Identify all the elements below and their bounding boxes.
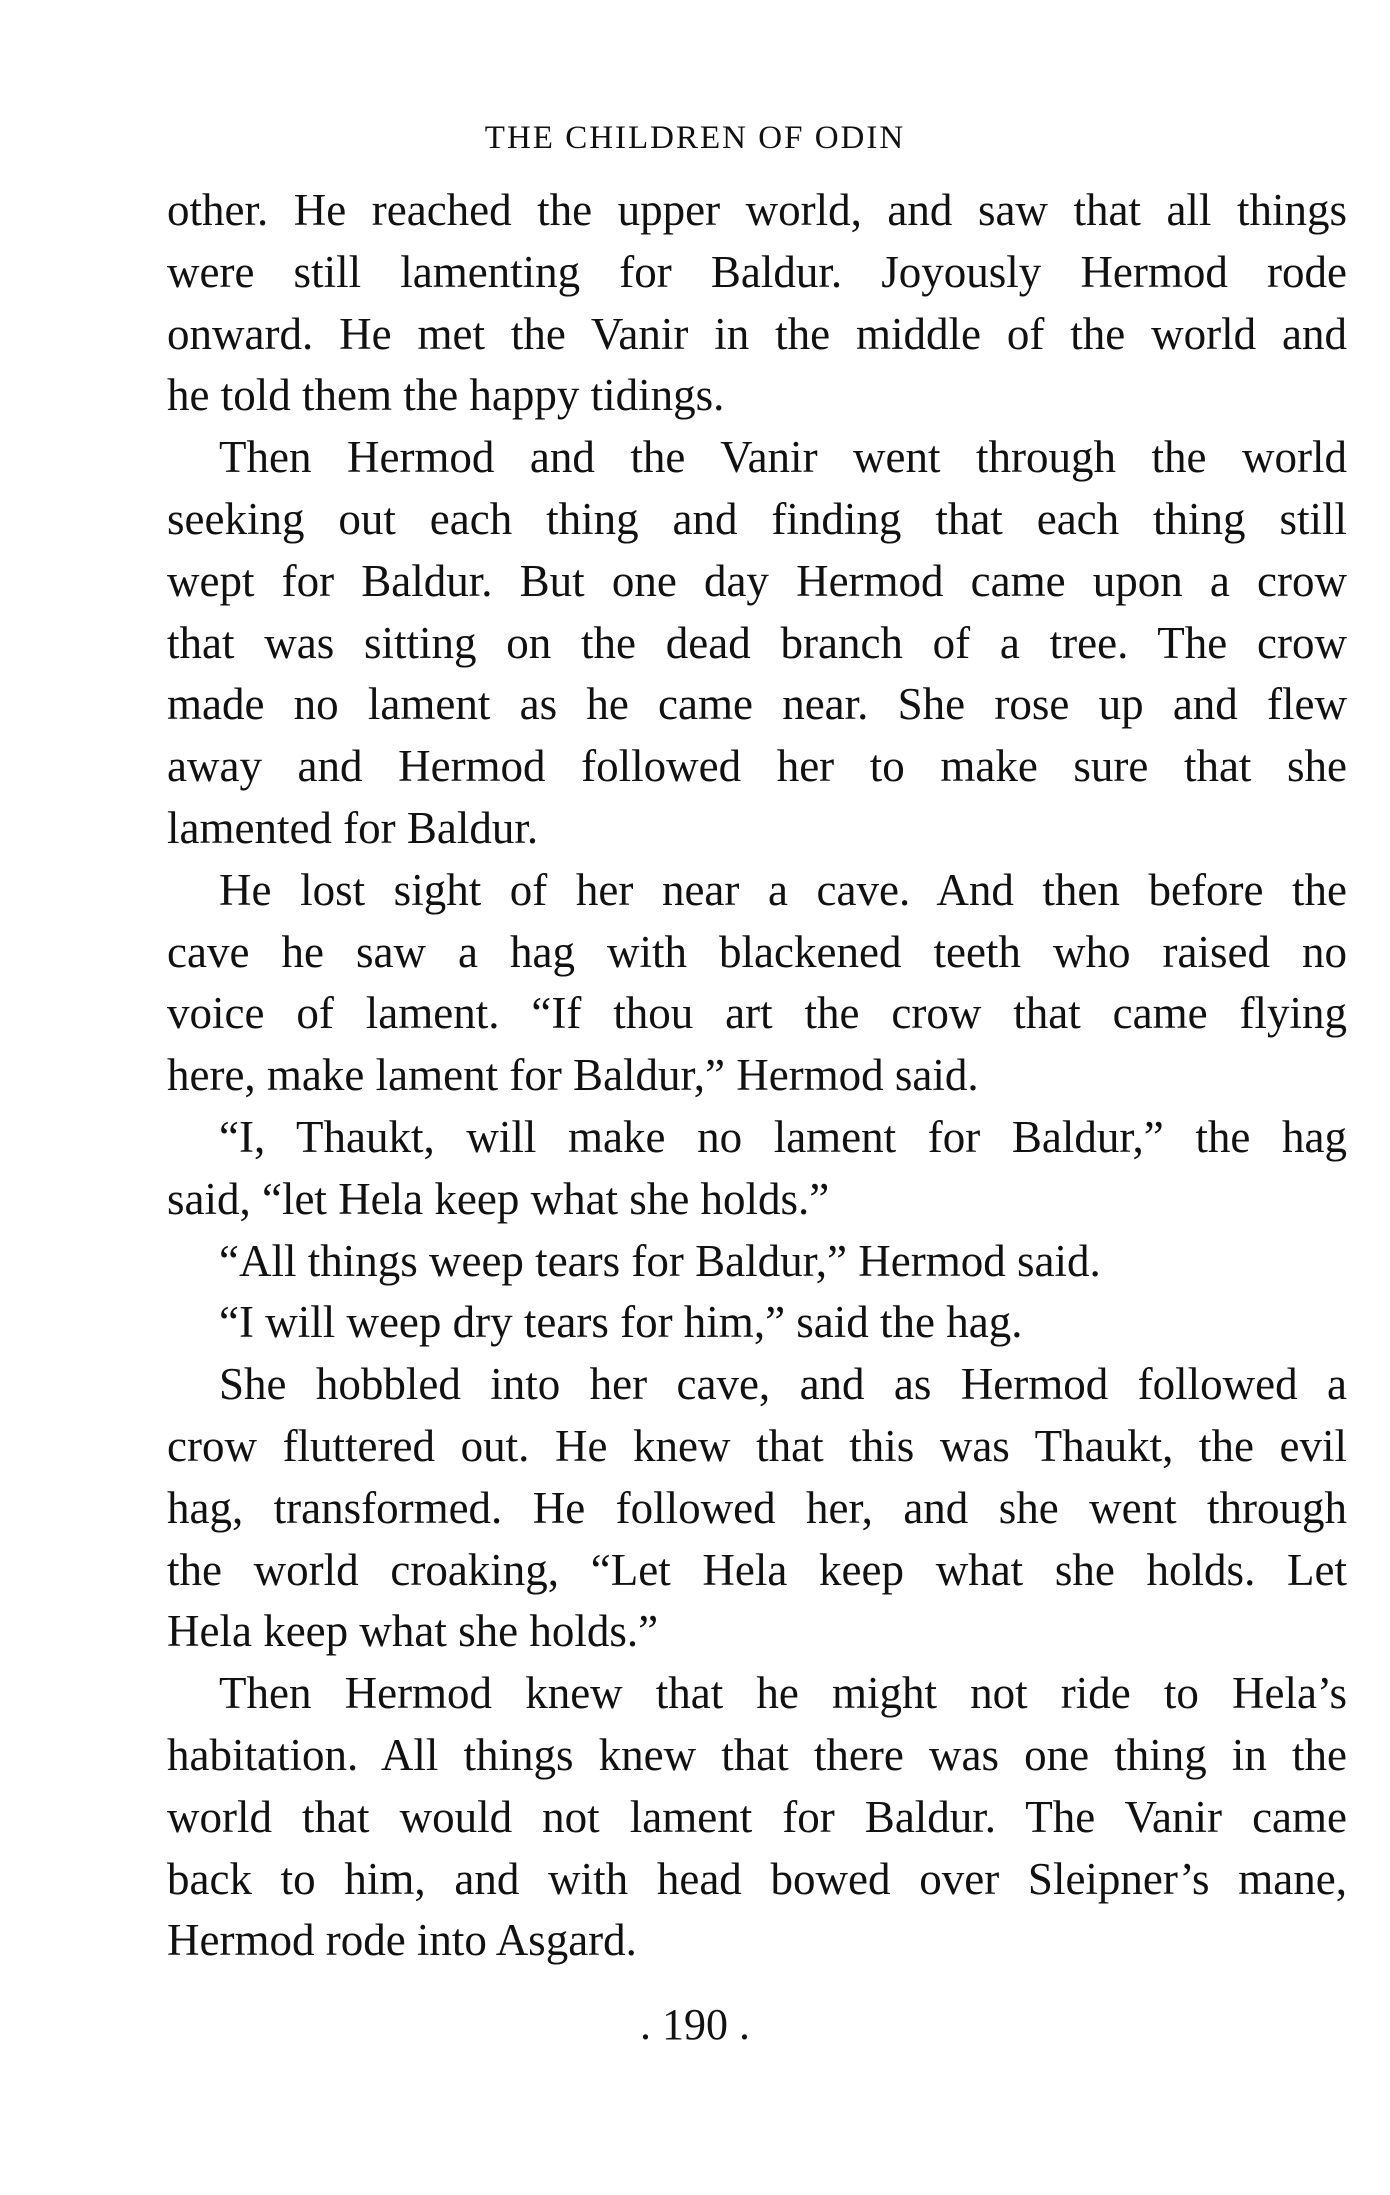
text-line: the world croaking, “Let Hela keep what she holds. Let	[167, 1544, 1347, 1595]
text-line: other. He reached the upper world, and saw that all things	[167, 185, 1347, 235]
text-line: “I will weep dry tears for him,” said the hag.	[219, 1297, 1023, 1348]
paragraph	[167, 180, 1347, 427]
text-line: world that would not lament for Baldur. The Vanir came	[167, 1791, 1347, 1842]
text-line: back to him, and with head bowed over Sleipner’s mane,	[167, 1853, 1347, 1904]
text-line: Hermod rode into Asgard.	[167, 1915, 637, 1966]
paragraph	[167, 860, 1347, 1107]
text-line: voice of lament. “If thou art the crow that came flying	[167, 988, 1347, 1039]
text-line: were still lamenting for Baldur. Joyously Hermod rode	[167, 246, 1347, 297]
text-line: He lost sight of her near a cave. And then before the	[219, 864, 1347, 915]
paragraph	[167, 427, 1347, 860]
text-line: habitation. All things knew that there was one thing in the	[167, 1729, 1347, 1780]
paragraph	[167, 1663, 1347, 1972]
text-line: “All things weep tears for Baldur,” Hermod said.	[219, 1235, 1101, 1286]
text-line: hag, transformed. He followed her, and she went through	[167, 1482, 1347, 1533]
text-line: wept for Baldur. But one day Hermod came upon a crow	[167, 555, 1347, 606]
text-line: crow fluttered out. He knew that this was Thaukt, the evil	[167, 1420, 1347, 1471]
paragraph	[167, 1292, 1347, 1354]
text-line: She hobbled into her cave, and as Hermod followed a	[219, 1359, 1347, 1410]
body-text	[167, 180, 1347, 1972]
text-line: lamented for Baldur.	[167, 802, 539, 853]
text-line: that was sitting on the dead branch of a tree. The crow	[167, 617, 1347, 668]
text-line: said, “let Hela keep what she holds.”	[167, 1173, 830, 1224]
text-line: Then Hermod knew that he might not ride to Hela’s	[219, 1668, 1347, 1719]
text-line: “I, Thaukt, will make no lament for Baldur,” the hag	[219, 1111, 1347, 1162]
text-line: Then Hermod and the Vanir went through the world	[219, 432, 1347, 483]
running-head: THE CHILDREN OF ODIN	[484, 120, 906, 156]
text-line: made no lament as he came near. She rose up and flew	[167, 679, 1347, 730]
text-line: here, make lament for Baldur,” Hermod said.	[167, 1050, 979, 1101]
paragraph	[167, 1231, 1347, 1293]
page-number: . 190 .	[640, 2000, 750, 2049]
text-line: he told them the happy tidings.	[167, 370, 725, 421]
text-line: away and Hermod followed her to make sure that she	[167, 741, 1347, 792]
paragraph	[167, 1354, 1347, 1663]
paragraph	[167, 1107, 1347, 1231]
text-line: onward. He met the Vanir in the middle of the world and	[167, 308, 1347, 359]
text-line: seeking out each thing and finding that each thing still	[167, 493, 1347, 544]
text-line: Hela keep what she holds.”	[167, 1606, 659, 1657]
text-line: cave he saw a hag with blackened teeth who raised no	[167, 926, 1347, 977]
